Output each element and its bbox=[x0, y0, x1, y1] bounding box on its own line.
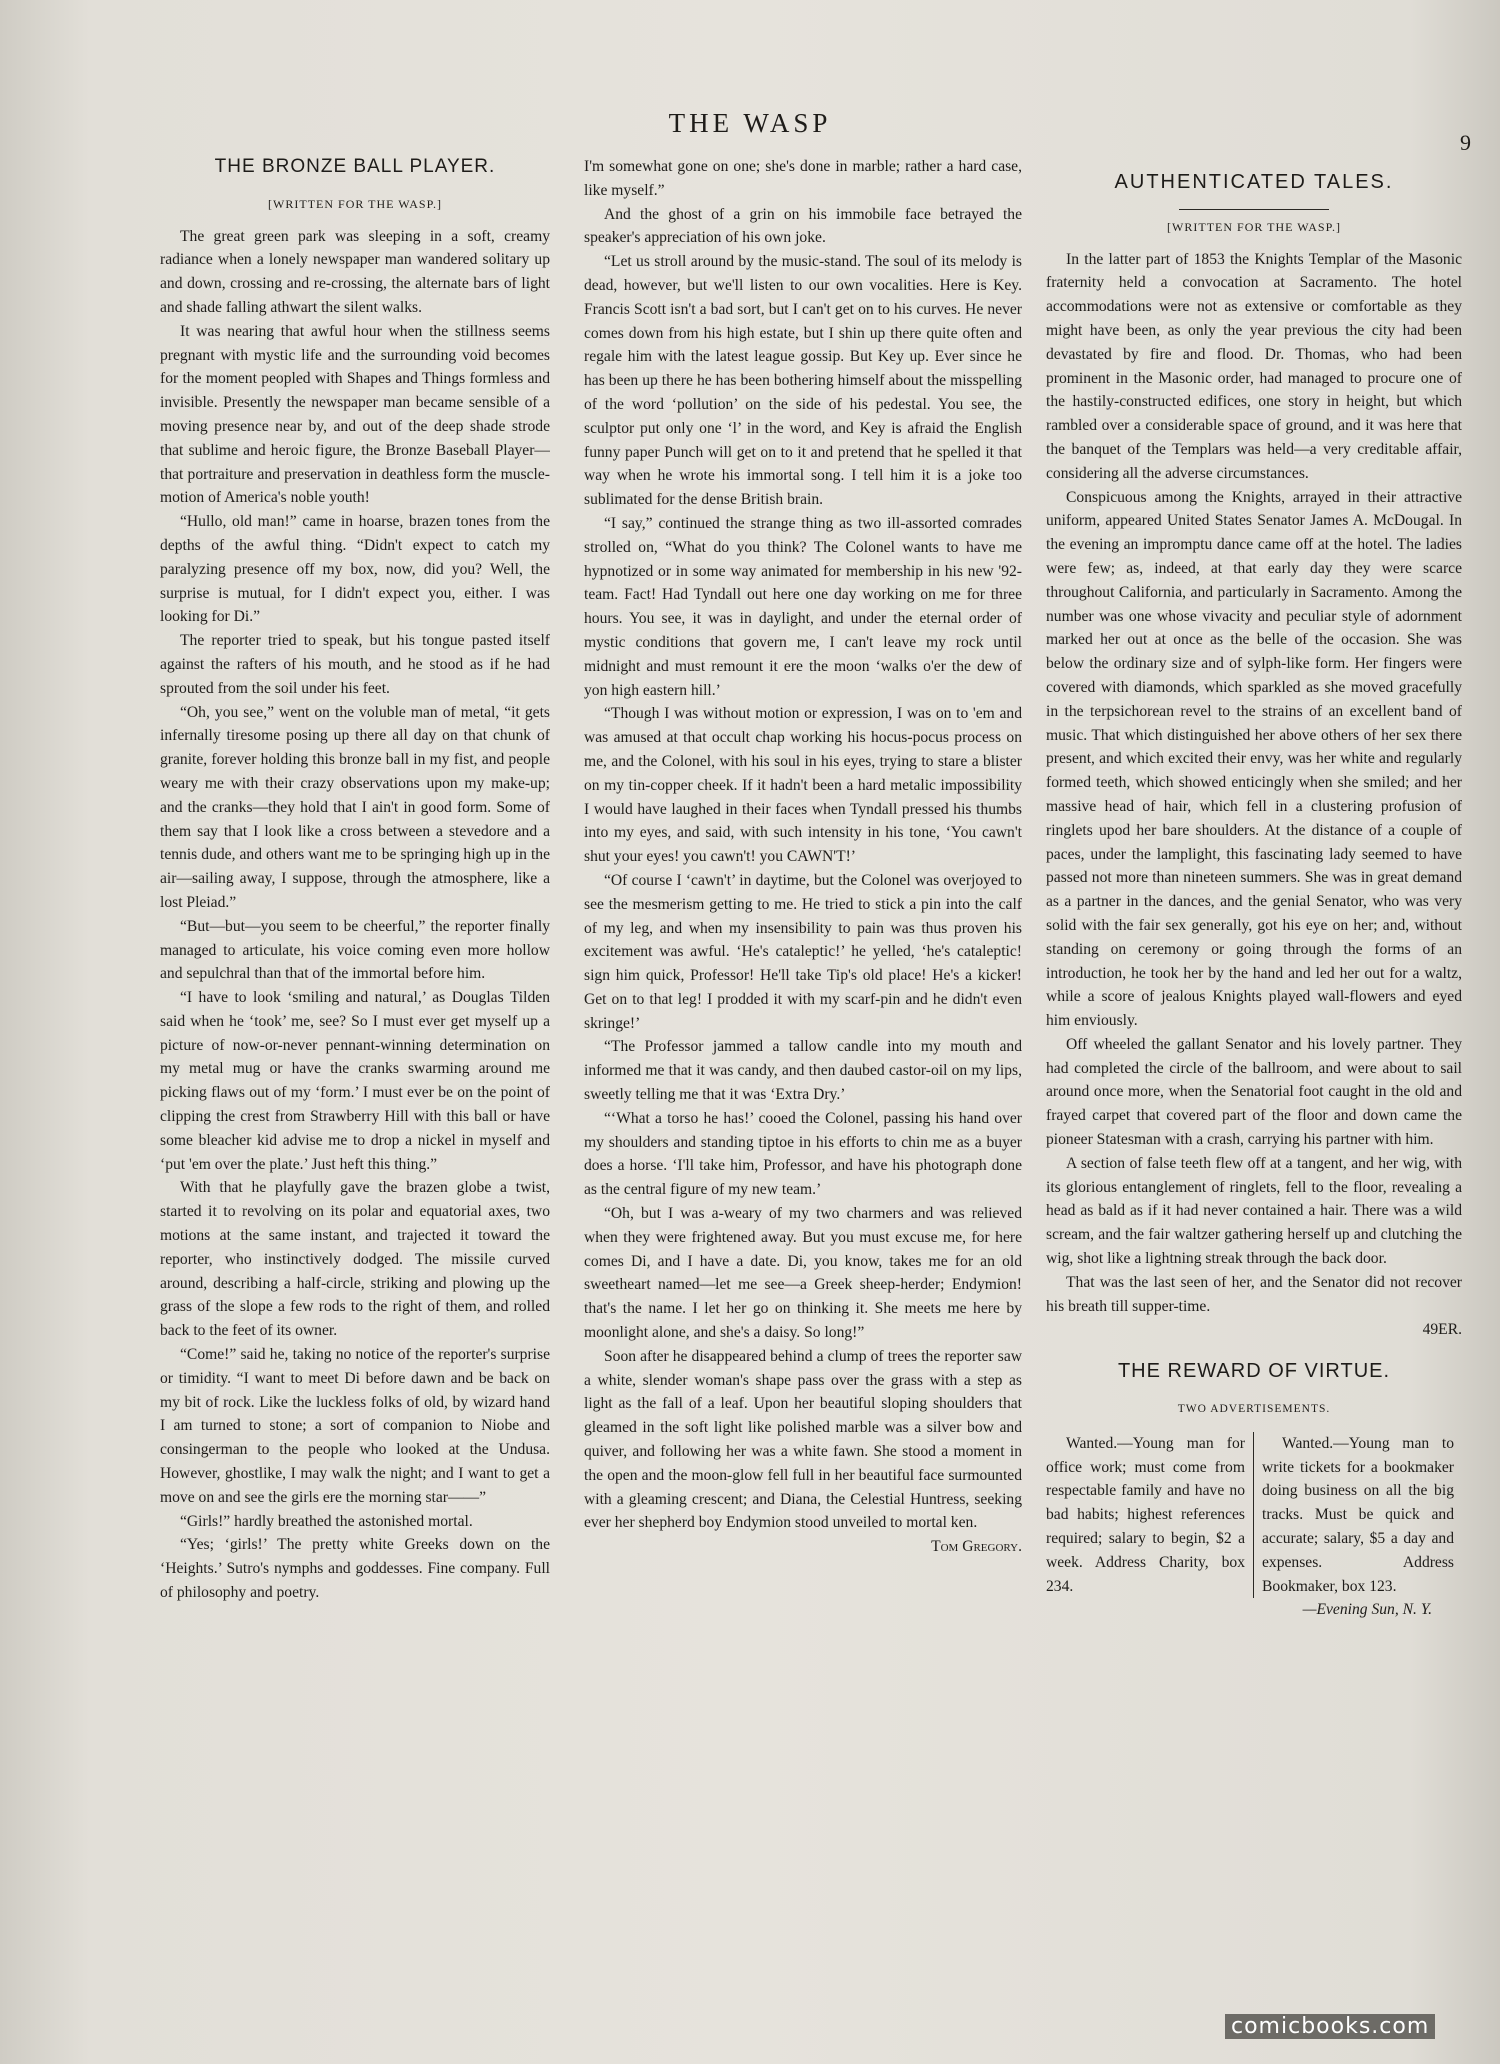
column-1 bbox=[160, 155, 550, 1995]
article-title: THE REWARD OF VIRTUE. bbox=[1117, 1360, 1391, 1383]
column-3 bbox=[1046, 155, 1462, 1995]
paragraph: “Girls!” hardly breathed the astonished mortal. bbox=[180, 1512, 473, 1530]
watermark: comicbooks.com bbox=[1225, 2014, 1435, 2039]
article-subtitle: TWO ADVERTISEMENTS. bbox=[1177, 1403, 1331, 1416]
column-2 bbox=[584, 155, 1022, 1995]
paragraph: “Oh, but I was a-weary of my two charmers and was relieved when they were frightened away. But you must excuse me, for here comes Di, and I have a date. Di, you know, takes me for an old sweetheart named—let me see—a Greek sheep-herder; Endymion! that's the name. I let her go on thinking it. She meets me here by moonlight alone, and she's a daisy. So long!” bbox=[584, 1205, 1022, 1342]
paragraph: And the ghost of a grin on his immobile face betrayed the speaker's appreciation of his own joke. bbox=[584, 205, 1022, 247]
article-byline: [WRITTEN FOR THE WASP.] bbox=[1167, 219, 1341, 234]
paragraph: The great green park was sleeping in a soft, creamy radiance when a lonely newspaper man wandered solitary up and down, crossing and re-crossing, the alternate bars of light and shade falling athwart the silent walks. bbox=[160, 227, 550, 316]
paragraph: Off wheeled the gallant Senator and his lovely partner. They had completed the circle of the ballroom, and were about to sail around once more, when the Senatorial foot caught in the old and frayed carpet that covered part of the floor and down came the pioneer Statesman with a crash, carrying his partner with him. bbox=[1046, 1035, 1462, 1149]
divider bbox=[1179, 209, 1329, 210]
article-title: THE BRONZE BALL PLAYER. bbox=[214, 156, 496, 177]
paragraph: With that he playfully gave the brazen globe a twist, started it to revolving on its polar and equatorial axes, two motions at the same instant, and trajected it toward the reporter, who instinctively dodged. The missile curved around, describing a half-circle, striking and plowing up the grass of the slope a few rods to the right of them, and rolled back to the feet of its owner. bbox=[160, 1179, 550, 1340]
paragraph: “But—but—you seem to be cheerful,” the reporter finally managed to articulate, his voice coming even more hollow and sepulchral than that of the immortal before him. bbox=[160, 917, 550, 983]
paragraph: I'm somewhat gone on one; she's done in marble; rather a hard case, like myself.” bbox=[584, 158, 1022, 199]
paragraph: “Let us stroll around by the music-stand. The soul of its melody is dead, however, but we'll listen to our own vocalities. Here is Key. Francis Scott isn't a bad sort, but I can't get on to his curves. He never comes down from his high estate, but I shin up there quite often and regale him with the latest league gossip. But Key up. Ever since he has been up there he has been bothering himself about the misspelling of the word ‘pollution’ on the side of his pedestal. You see, the sculptor put only one ‘l’ in the word, and Key is afraid the English funny paper Punch will get on to it and pretend that he spelled it that way when he wrote his immortal song. I tell him it is a joke too sublimated for the dense British brain. bbox=[584, 253, 1022, 509]
paragraph: The reporter tried to speak, but his tongue pasted itself against the rafters of his mouth, and he stood as if he had sprouted from the soil under his feet. bbox=[160, 632, 550, 697]
article-byline: [WRITTEN FOR THE WASP.] bbox=[268, 196, 442, 211]
article-title: AUTHENTICATED TALES. bbox=[1114, 171, 1394, 193]
paragraph: A section of false teeth flew off at a tangent, and her wig, with its glorious entanglement of ringlets, fell to the floor, revealing a head as bald as if it had never contained a hair. There was a wild scream, and the fair waltzer gathering herself up and clutching the wig, shot like a lightning streak through the back door. bbox=[1046, 1154, 1462, 1268]
paragraph: “Hullo, old man!” came in hoarse, brazen tones from the depths of the awful thing. “Didn't expect to catch my paralyzing presence off my box, now, did you? Well, the surprise is mutual, for I didn't expect you, either. I was looking for Di.” bbox=[160, 513, 550, 626]
paragraph: Soon after he disappeared behind a clump of trees the reporter saw a white, slender woman's shape pass over the grass with a step as light as the fall of a leaf. Upon her beautiful sloping shoulders that gleamed in the soft light like polished marble was a silver bow and quiver, and following her was a white fawn. She stood a moment in the open and the moon-glow fell full in her beautiful face surmounted with a gleaming crescent; and Diana, the Celestial Huntress, seeking ever her shepherd boy Endymion stood unveiled to mortal ken. bbox=[584, 1347, 1022, 1532]
article-signature: Tom Gregory. bbox=[931, 1538, 1022, 1556]
paragraph: “Of course I ‘cawn't’ in daytime, but the Colonel was overjoyed to see the mesmerism getting to me. He tried to stick a pin into the calf of my leg, and when my insensibility to pain was thus proven his excitement was awful. ‘He's cataleptic!’ he yelled, ‘he's cataleptic! sign him quick, Professor! He'll take Tip's old place! He's a kicker! Get on to that leg! I prodded it with my scarf-pin and he didn't even skringe!’ bbox=[584, 871, 1022, 1032]
attribution: —Evening Sun, N. Y. bbox=[1302, 1601, 1432, 1619]
paragraph: “I say,” continued the strange thing as two ill-assorted comrades strolled on, “What do you think? The Colonel wants to have me hypnotized or in some way animated for membership in his new '92-team. Fact! Had Tyndall out here one day working on me for three hours. You see, it was in daylight, and under the eternal order of mystic conditions that govern me, I can't leave my rock until midnight and must remount it ere the moon ‘walks o'er the dew of yon high eastern hill.’ bbox=[584, 514, 1022, 699]
paragraph: Conspicuous among the Knights, arrayed in their attractive uniform, appeared United States Senator James A. McDougal. In the evening an impromptu dance came off at the hotel. The ladies were few; as, indeed, at that early day they were scarce throughout California, and particularly in Sacramento. Among the number was one whose vivacity and peculiar style of adornment marked her out at once as the belle of the occasion. She was below the ordinary size and of sylph-like form. Her fingers were covered with diamonds, which sparkled as she moved gracefully in the terpsichorean revel to the strains of an excellent band of music. That which distinguished her above others of her sex there present, and which excited their envy, was her white and regularly formed teeth, which showed enticingly when she smiled; and her massive head of hair, which fell in a clustering profusion of ringlets upod her bare shoulders. At the distance of a couple of paces, under the lamplight, this fascinating lady seemed to have passed not more than nineteen summers. She was in great demand as a partner in the dances, and the genial Senator, who was very solid with the fair sex generally, got his eye on her; and, without standing on ceremony or going through the forms of an introduction, he took her by the hand and led her out for a waltz, while a score of jealous Knights played wall-flowers and eyed him enviously. bbox=[1046, 488, 1462, 1030]
paragraph: “‘What a torso he has!’ cooed the Colonel, passing his hand over my shoulders and standing tiptoe in his efforts to chin me as a buyer does a horse. ‘I'll take him, Professor, and have his photograph done as the central figure of my new team.’ bbox=[584, 1109, 1022, 1199]
article-signature: 49ER. bbox=[1422, 1321, 1462, 1339]
paragraph: In the latter part of 1853 the Knights Templar of the Masonic fraternity held a convocation at Sacramento. The hotel accommodations were not as extensive or comfortable as they might have been, as only the year previous the city had been devastated by fire and flood. Dr. Thomas, who had been prominent in the Masonic order, had managed to procure one of the hastily-constructed edifices, one story in height, but which rambled over a considerable space of ground, and it was here that the banquet of the Templars was held—a very creditable affair, considering all the adverse circumstances. bbox=[1046, 250, 1462, 482]
advertisement-right: Wanted.—Young man to write tickets for a bookmaker doing business on all the big tracks. Must be quick and accurate; salary, $5 a day and expenses. Address Bookmaker, box 123. bbox=[1262, 1434, 1454, 1595]
paragraph: “I have to look ‘smiling and natural,’ as Douglas Tilden said when he ‘took’ me, see? So I must ever get myself up a picture of now-or-never pennant-winning determination on my metal mug or have the cranks swarming around me picking flaws out of my ‘form.’ I must ever be on the point of clipping the crest from Strawberry Hill with this ball or have some bleacher kid advise me to drop a nickel in myself and ‘put 'em over the plate.’ Just heft this thing.” bbox=[160, 989, 550, 1173]
masthead: THE WASP bbox=[668, 108, 832, 138]
advertisements bbox=[1046, 1432, 1462, 1599]
paragraph: “Yes; ‘girls!’ The pretty white Greeks down on the ‘Heights.’ Sutro's nymphs and goddesses. Fine company. Full of philosophy and poetry. bbox=[160, 1536, 550, 1602]
paragraph: It was nearing that awful hour when the stillness seems pregnant with mystic life and the surrounding void becomes for the moment peopled with Shapes and Things formless and invisible. Presently the newspaper man became sensible of a moving presence near by, and out of the deep shade strode that sublime and heroic figure, the Bronze Baseball Player—that portraiture and preservation in deathless form the muscle-motion of America's noble youth! bbox=[160, 322, 550, 507]
advertisement-left: Wanted.—Young man for office work; must come from respectable family and have no bad habits; highest references required; salary to begin, $2 a week. Address Charity, box 234. bbox=[1046, 1432, 1254, 1599]
paragraph: “Come!” said he, taking no notice of the reporter's surprise or timidity. “I want to meet Di before dawn and be back on my bit of rock. Like the luckless folks of old, by wizard hand I am turned to stone; a sort of companion to Niobe and consingerman to the people who looked at the Undusa. However, ghostlike, I may walk the night; and I want to get a move on and see the girls ere the morning star——” bbox=[160, 1346, 550, 1506]
page-number: 9 bbox=[1460, 130, 1471, 155]
paragraph: “Though I was without motion or expression, I was on to 'em and was amused at that occult chap working his hocus-pocus process on me, and the Colonel, with his soul in his eyes, trying to stare a blister on my tin-copper cheek. If it hadn't been a hard metalic impossibility I would have laughed in their faces when Tyndall pressed his thumbs into my eyes, and said, with such intensity in his tone, ‘You cawn't shut your eyes! you cawn't! you CAWN'T!’ bbox=[584, 705, 1022, 866]
paragraph: That was the last seen of her, and the Senator did not recover his breath till supper-time. bbox=[1046, 1273, 1462, 1315]
paragraph: “Oh, you see,” went on the voluble man of metal, “it gets infernally tiresome posing up there all day on that chunk of granite, forever holding this bronze ball in my fist, and people weary me with their crazy observations upon my make-up; and the cranks—they hold that I ain't in good form. Some of them say that I look like a cross between a stevedore and a tennis dude, and others want me to be springing high up in the air—sailing away, I suppose, through the atmosphere, like a lost Pleiad.” bbox=[160, 703, 550, 911]
paragraph: “The Professor jammed a tallow candle into my mouth and informed me that it was candy, and then daubed castor-oil on my lips, sweetly telling me that it was ‘Extra Dry.’ bbox=[584, 1038, 1022, 1104]
